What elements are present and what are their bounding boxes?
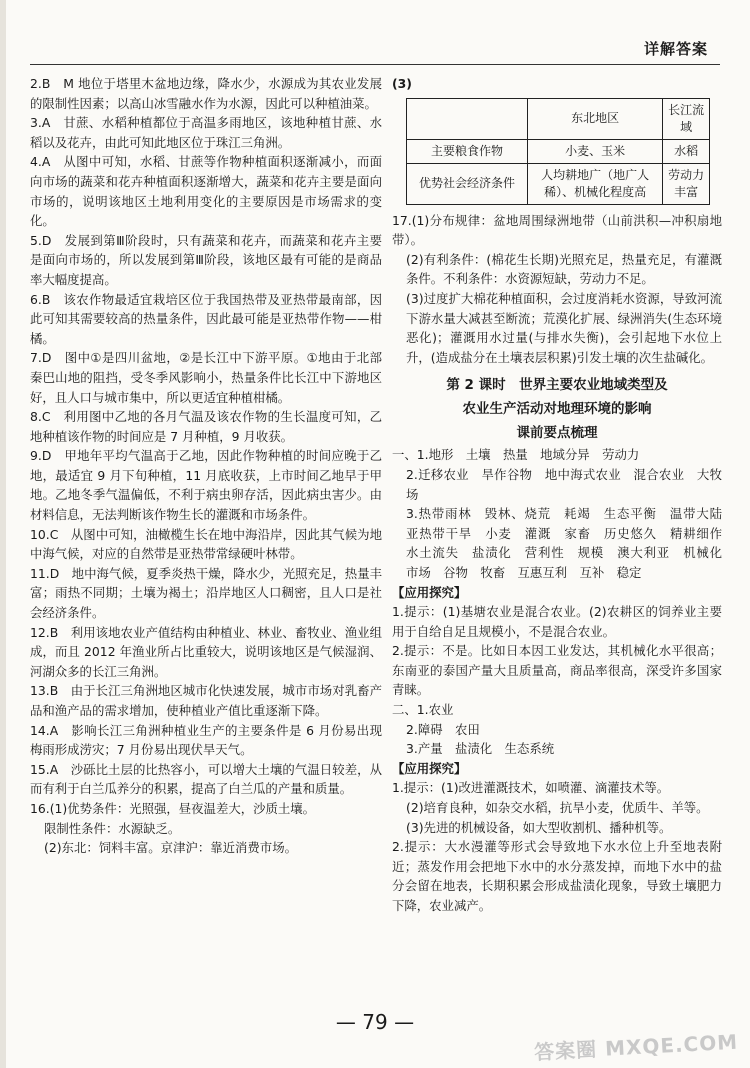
left-column: [30, 74, 382, 858]
table-header-cell: [407, 98, 528, 139]
page-number: — 79 —: [335, 1010, 415, 1034]
table-header-cell: 东北地区: [528, 98, 663, 139]
answer-item: (3)过度扩大棉花种植面积，会过度消耗水资源，导致河流下游水量大减甚至断流；荒漠化扩展、绿洲消失(生态环境恶化)；灌溉用水过量(与排水失衡)，会引起地下水位上升，(造成盐分在土壤表层积累)引发土壤的次生盐碱化。: [406, 290, 722, 365]
answers-17: [392, 211, 722, 368]
answer-item: 15.A 沙砾比土层的比热容小，可以增大土壤的气温日较差，从而有利于白兰瓜养分的积累，提高了白兰瓜的产量和质量。: [30, 761, 382, 797]
answer-item: 【应用探究】: [392, 584, 467, 600]
answer-item: 一、1.地形 土壤 热量 地域分异 劳动力: [392, 447, 640, 463]
table-header-row: [407, 98, 710, 139]
table-cell: 小麦、玉米: [528, 139, 663, 163]
answer-item: 3.热带雨林 毁林、烧荒 耗竭 生态平衡 温带大陆 亚热带干旱 小麦 灌溉 家畜 历史悠久 精耕细作 水土流失 盐渍化 营利性 规模 澳大利亚 机械化 市场 谷物 牧畜 互惠互利 互补 稳定: [406, 506, 735, 580]
answer-item: 9.D 甲地年平均气温高于乙地，因此作物种植的时间应晚于乙地，最适宜 9 月下旬种植，11 月底收获，上市时间乙地早于甲地。乙地冬季气温偏低，不利于病虫卵存活，因此病虫害少。由材料信息，无法判断该作物生长的灌溉和市场条件。: [30, 448, 382, 523]
answer-item: 3.A 甘蔗、水稻种植都位于高温多雨地区，该地种植甘蔗、水稻以及花卉，由此可知此地区位于珠江三角洲。: [30, 115, 382, 150]
answer-item: 12.B 利用该地农业产值结构由种植业、林业、畜牧业、渔业组成，而且 2012 年渔业所占比重较大，说明该地区是气候湿润、河湖众多的长江三角洲。: [30, 624, 382, 679]
answer-item: 2.提示：大水漫灌等形式会导致地下水水位上升至地表附近；蒸发作用会把地下水中的水分蒸发掉，而地下水中的盐分会留在地表，长期积累会形成盐渍化现象，导致土壤肥力下降，农业减产。: [392, 839, 722, 913]
answer-item: 16.(1)优势条件：光照强，昼夜温差大，沙质土壤。: [30, 800, 316, 816]
table-cell: 水稻: [663, 139, 710, 163]
answer-item: 【应用探究】: [392, 760, 467, 776]
answer-item: 2.迁移农业 旱作谷物 地中海式农业 混合农业 大牧场: [406, 466, 722, 502]
answer-item: 2.提示：不是。比如日本因工业发达，其机械化水平很高；东南亚的泰国产量大且质量高，商品率很高，深受许多国家青睐。: [392, 643, 722, 698]
answer-item: 限制性条件：水源缺乏。: [44, 820, 181, 836]
answer-item: 14.A 影响长江三角洲种植业生产的主要条件是 6 月份易出现梅雨形成涝灾；7 月份易出现伏旱天气。: [30, 722, 382, 758]
lesson-title-line1: 第 2 课时 世界主要农业地域类型及: [446, 377, 668, 394]
table-cell: 主要粮食作物: [407, 139, 528, 163]
answer-item: 5.D 发展到第Ⅲ阶段时，只有蔬菜和花卉，而蔬菜和花卉主要是面向市场的，所以发展到第Ⅲ阶段，该地区最有可能的是商品率大幅度提高。: [30, 232, 382, 287]
comparison-table: [406, 98, 710, 205]
page-header: [0, 0, 750, 68]
lesson-subtitle: 课前要点梳理: [516, 425, 598, 442]
answer-item: 2.B M 地位于塔里木盆地边缘，降水少，水源成为其农业发展的限制性因素；以高山冰雪融水作为水源，因此可以种植油菜。: [30, 76, 382, 111]
answer-item: (2)有利条件：(棉花生长期)光照充足，热量充足，有灌溉条件。不利条件：水资源短缺，劳动力不足。: [406, 251, 722, 287]
binding-edge: [0, 0, 6, 1068]
lesson-title-line2: 农业生产活动对地理环境的影响: [462, 401, 652, 418]
watermark-logo: 答案圈 MXQE.COM: [533, 1029, 739, 1065]
answer-item: (2)东北：饲料丰富。京津沪：靠近消费市场。: [44, 840, 297, 856]
answer-item: 7.D 图中①是四川盆地，②是长江中下游平原。①地由于北部秦巴山地的阻挡，受冬季风影响小，热量条件比长江中下游地区好，且人口与城市集中，所以更适宜种植柑橘。: [30, 350, 382, 405]
table-cell: 劳动力丰富: [663, 163, 710, 204]
table-row: [407, 139, 710, 163]
header-title: 详解答案: [643, 40, 708, 58]
header-rule: [30, 64, 720, 65]
answer-item: (3)先进的机械设备，如大型收割机、播种机等。: [406, 819, 672, 835]
answer-item: 10.C 从图中可知，油橄榄生长在地中海沿岸，因此其气候为地中海气候，对应的自然带是亚热带常绿硬叶林带。: [30, 526, 382, 562]
table-row: [407, 163, 710, 204]
answer-item: 二、1.农业: [392, 702, 454, 718]
answer-item: 6.B 该农作物最适宜栽培区位于我国热带及亚热带最南部，因此可知其需要较高的热量条件，因此最可能是亚热带作物——柑橘。: [30, 291, 382, 346]
answer-item: 11.D 地中海气候，夏季炎热干燥，降水少，光照充足，热量丰富；雨热不同期；土壤为褐土；沿岸地区人口稠密，且人口是社会经济条件。: [30, 565, 382, 621]
answer-item: 1.提示：(1)基塘农业是混合农业。(2)农耕区的饲养业主要用于自给自足且规模小，不是混合农业。: [392, 604, 722, 639]
answer-item: 8.C 利用图中乙地的各月气温及该农作物的生长温度可知，乙地种植该作物的时间应是 7 月种植，9 月收获。: [30, 409, 382, 444]
answer-item: 1.提示：(1)改进灌溉技术，如喷灌、滴灌技术等。: [392, 780, 670, 796]
answer-item: 17.(1)分布规律：盆地周围绿洲地带（山前洪积—冲积扇地带）。: [392, 212, 722, 248]
answer-item: 3.产量 盐渍化 生态系统: [406, 741, 555, 757]
answer-item: (2)培育良种，如杂交水稻，抗旱小麦，优质牛、羊等。: [406, 800, 709, 816]
right-column: [392, 74, 735, 916]
answer-item: 4.A 从图中可知，水稻、甘蔗等作物种植面积逐渐减小，而面向市场的蔬菜和花卉种植面积逐渐增大，蔬菜和花卉主要是面向市场的，说明该地区土地利用变化的主要原因是市场需求的变化。: [30, 154, 382, 229]
answer-item: 13.B 由于长江三角洲地区城市化快速发展，城市市场对乳畜产品和渔产品的需求增加，使种植业产值比重逐渐下降。: [30, 683, 382, 718]
table-label: (3): [392, 76, 412, 91]
answer-item: 2.障碍 农田: [406, 721, 480, 737]
table-cell: 优势社会经济条件: [407, 163, 528, 204]
table-header-cell: 长江流域: [663, 98, 710, 139]
lesson-points: [392, 445, 735, 915]
table-cell: 人均耕地广（地广人稀）、机械化程度高: [528, 163, 663, 204]
